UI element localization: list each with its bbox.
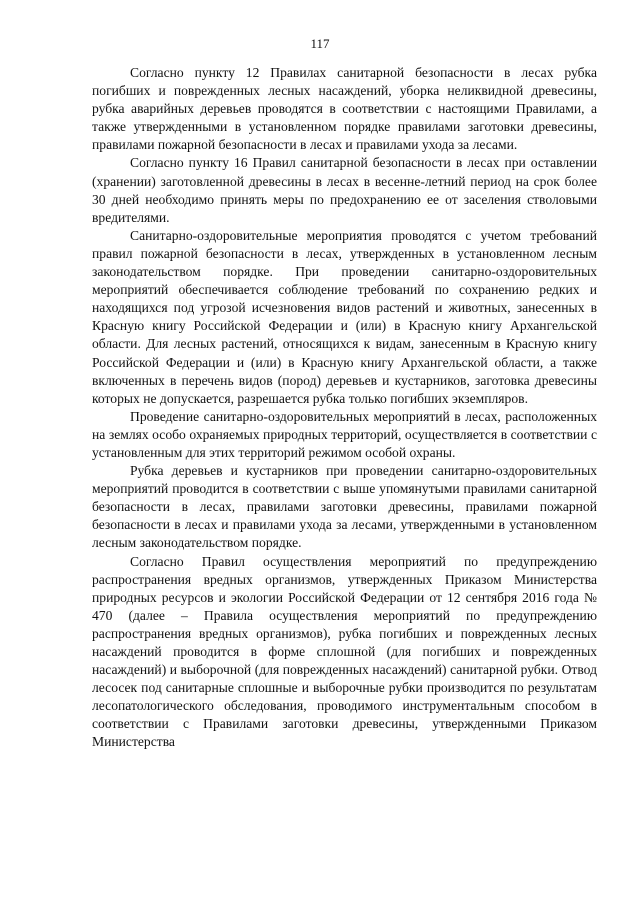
paragraph-1: Согласно пункту 12 Правилах санитарной безопасности в лесах рубка погибших и поврежденных лесных насаждений, уборка неликвидной древесины, рубка аварийных деревьев проводятся в соответствии с настоящими Правилами, а также утвержденными в установленном порядке правилами заготовки древесины, правилами пожарной безопасности в лесах и правилами ухода за лесами. <box>92 65 597 153</box>
paragraph-4: Проведение санитарно-оздоровительных мероприятий в лесах, расположенных на землях особо охраняемых природных территорий, осуществляется в соответствии с установленным для этих территорий режимом особой охраны. <box>92 408 597 460</box>
page-number: 117 <box>310 36 330 51</box>
paragraph-2: Согласно пункту 16 Правил санитарной безопасности в лесах при оставлении (хранении) заготовленной древесины в лесах в весенне-летний период на срок более 30 дней необходимо принять меры по предохранению ее от заселения стволовыми вредителями. <box>92 155 597 225</box>
body-text <box>92 64 597 752</box>
paragraph-3: Санитарно-оздоровительные мероприятия проводятся с учетом требований правил пожарной безопасности в лесах, утвержденных в установленном лесным законодательством порядке. При проведении санитарно-оздоровительных мероприятий обеспечивается соблюдение требований по сохранению редких и находящихся под угрозой исчезновения видов растений и животных, занесенных в Красную книгу Российской Федерации и (или) в Красную книгу Архангельской области. Для лесных растений, относящихся к видам, занесенным в Красную книгу Российской Федерации и (или) в Красную книгу Архангельской области, а также включенных в перечень видов (пород) деревьев и кустарников, заготовка древесины которых не допускается, разрешается рубка только погибших экземпляров. <box>92 227 597 406</box>
paragraph-6: Согласно Правил осуществления мероприятий по предупреждению распространения вредных организмов, утвержденных Приказом Министерства природных ресурсов и экологии Российской Федерации от 12 сентября 2016 года № 470 (далее – Правила осуществления мероприятий по предупреждению распространения вредных организмов), рубка погибших и поврежденных лесных насаждений проводится в форме сплошной (для погибших и поврежденных насаждений) и выборочной (для поврежденных насаждений) санитарной рубки. Отвод лесосек под санитарные сплошные и выборочные рубки производится по результатам лесопатологического обследования, проводимого инструментальным способом в соответствии с Правилами заготовки древесины, утвержденными Приказом Министерства <box>92 553 597 750</box>
paragraph-5: Рубка деревьев и кустарников при проведении санитарно-оздоровительных мероприятий проводится в соответствии с выше упомянутыми правилами санитарной безопасности в лесах, правилами заготовки древесины, правилами пожарной безопасности в лесах и правилами ухода за лесами, утвержденными в установленном лесным законодательством порядке. <box>92 463 597 551</box>
